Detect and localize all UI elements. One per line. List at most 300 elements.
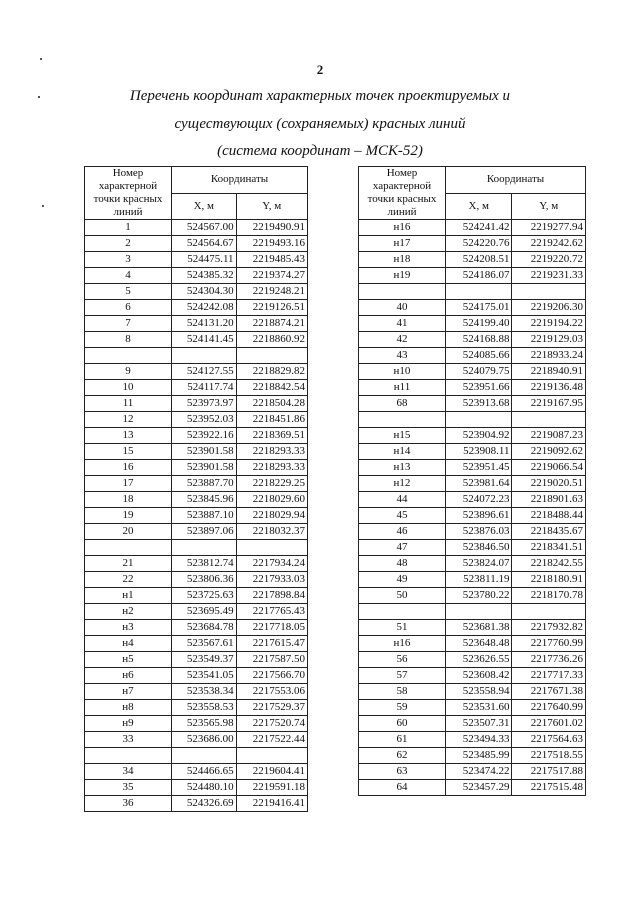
- table-row: [85, 636, 308, 652]
- table-row: [85, 236, 308, 252]
- coordinates-table-right: [358, 166, 586, 796]
- x-coordinate-cell: 523457.29: [446, 780, 512, 796]
- table-row: [85, 524, 308, 540]
- point-number-cell: 10: [85, 380, 172, 396]
- point-number-header: Номер характерной точки красных линий: [85, 167, 172, 220]
- y-coordinate-cell: 2217717.33: [512, 668, 586, 684]
- x-coordinate-cell: 523567.61: [172, 636, 237, 652]
- table-row: [359, 252, 586, 268]
- table-row: [359, 316, 586, 332]
- x-coordinate-cell: 523922.16: [172, 428, 237, 444]
- y-coordinate-cell: [512, 604, 586, 620]
- point-number-cell: н14: [359, 444, 446, 460]
- y-coordinate-cell: 2217566.70: [236, 668, 307, 684]
- table-row: [359, 652, 586, 668]
- point-number-cell: 40: [359, 300, 446, 316]
- y-coordinate-cell: 2217587.50: [236, 652, 307, 668]
- y-coordinate-cell: 2219374.27: [236, 268, 307, 284]
- point-number-cell: 68: [359, 396, 446, 412]
- table-separator-row: [359, 604, 586, 620]
- point-number-cell: 15: [85, 444, 172, 460]
- table-row: [359, 556, 586, 572]
- x-coordinate-cell: 524168.88: [446, 332, 512, 348]
- table-row: [359, 636, 586, 652]
- x-coordinate-cell: 523973.97: [172, 396, 237, 412]
- table-row: [359, 428, 586, 444]
- x-coordinate-cell: 523494.33: [446, 732, 512, 748]
- point-number-cell: 21: [85, 556, 172, 572]
- table-row: [359, 220, 586, 236]
- point-number-cell: 63: [359, 764, 446, 780]
- point-number-cell: 58: [359, 684, 446, 700]
- y-coordinate-cell: 2218029.94: [236, 508, 307, 524]
- x-coordinate-cell: 524480.10: [172, 780, 237, 796]
- y-coordinate-cell: 2217522.44: [236, 732, 307, 748]
- x-coordinate-cell: 523904.92: [446, 428, 512, 444]
- point-number-cell: 2: [85, 236, 172, 252]
- table-row: [85, 364, 308, 380]
- y-coordinate-cell: 2219604.41: [236, 764, 307, 780]
- y-coordinate-cell: 2218341.51: [512, 540, 586, 556]
- point-number-cell: 7: [85, 316, 172, 332]
- table-row: [359, 732, 586, 748]
- point-number-cell: н10: [359, 364, 446, 380]
- point-number-cell: 11: [85, 396, 172, 412]
- point-number-cell: 59: [359, 700, 446, 716]
- point-number-cell: 22: [85, 572, 172, 588]
- point-number-cell: 36: [85, 796, 172, 812]
- point-number-cell: 44: [359, 492, 446, 508]
- y-coordinate-cell: 2219220.72: [512, 252, 586, 268]
- x-coordinate-cell: 523695.49: [172, 604, 237, 620]
- y-coordinate-cell: 2219092.62: [512, 444, 586, 460]
- y-coordinate-cell: 2218901.63: [512, 492, 586, 508]
- table-row: [85, 716, 308, 732]
- y-coordinate-cell: 2219136.48: [512, 380, 586, 396]
- y-coordinate-cell: 2217765.43: [236, 604, 307, 620]
- point-number-cell: 13: [85, 428, 172, 444]
- x-coordinate-cell: 524085.66: [446, 348, 512, 364]
- scan-speck: [40, 58, 42, 60]
- x-coordinate-cell: 523648.48: [446, 636, 512, 652]
- table-row: [359, 268, 586, 284]
- x-coordinate-cell: 524117.74: [172, 380, 237, 396]
- point-number-cell: н9: [85, 716, 172, 732]
- x-coordinate-cell: 523897.06: [172, 524, 237, 540]
- x-coordinate-cell: 523811.19: [446, 572, 512, 588]
- x-coordinate-cell: 523549.37: [172, 652, 237, 668]
- y-coordinate-cell: 2218829.82: [236, 364, 307, 380]
- point-number-cell: 43: [359, 348, 446, 364]
- y-coordinate-cell: 2217517.88: [512, 764, 586, 780]
- table-row: [85, 700, 308, 716]
- y-coordinate-cell: 2219490.91: [236, 220, 307, 236]
- y-coordinate-cell: 2218293.33: [236, 444, 307, 460]
- table-body-right: [359, 220, 586, 796]
- x-coordinate-cell: 523538.34: [172, 684, 237, 700]
- title-line-2: существующих (сохраняемых) красных линий: [174, 116, 466, 132]
- x-coordinate-cell: 524131.20: [172, 316, 237, 332]
- y-coordinate-cell: 2219591.18: [236, 780, 307, 796]
- x-coordinate-cell: 523725.63: [172, 588, 237, 604]
- table-row: [359, 524, 586, 540]
- table-row: [85, 252, 308, 268]
- x-coordinate-cell: 523531.60: [446, 700, 512, 716]
- x-coordinate-cell: 523684.78: [172, 620, 237, 636]
- scan-speck: [42, 205, 44, 207]
- x-coordinate-cell: 523981.64: [446, 476, 512, 492]
- table-row: [85, 556, 308, 572]
- y-coordinate-cell: 2217518.55: [512, 748, 586, 764]
- point-number-cell: 19: [85, 508, 172, 524]
- y-coordinate-cell: 2219066.54: [512, 460, 586, 476]
- x-coordinate-cell: [172, 748, 237, 764]
- point-number-cell: 42: [359, 332, 446, 348]
- table-row: [85, 732, 308, 748]
- point-number-cell: 41: [359, 316, 446, 332]
- y-coordinate-cell: 2219416.41: [236, 796, 307, 812]
- table-row: [359, 300, 586, 316]
- point-number-cell: 64: [359, 780, 446, 796]
- x-coordinate-cell: 523951.45: [446, 460, 512, 476]
- table-row: [359, 396, 586, 412]
- x-coordinate-cell: 523896.61: [446, 508, 512, 524]
- point-number-cell: 18: [85, 492, 172, 508]
- x-coordinate-cell: 524466.65: [172, 764, 237, 780]
- x-coordinate-cell: 523485.99: [446, 748, 512, 764]
- point-number-cell: н6: [85, 668, 172, 684]
- y-header: Y, м: [236, 193, 307, 220]
- x-coordinate-cell: 524242.08: [172, 300, 237, 316]
- x-coordinate-cell: 523876.03: [446, 524, 512, 540]
- point-number-cell: н4: [85, 636, 172, 652]
- table-row: [359, 716, 586, 732]
- x-coordinate-cell: 524475.11: [172, 252, 237, 268]
- point-number-cell: [359, 412, 446, 428]
- y-coordinate-cell: 2219231.33: [512, 268, 586, 284]
- point-number-header: Номер характерной точки красных линий: [359, 167, 446, 220]
- table-row: [85, 316, 308, 332]
- point-number-cell: 51: [359, 620, 446, 636]
- point-number-cell: 16: [85, 460, 172, 476]
- y-coordinate-cell: 2217933.03: [236, 572, 307, 588]
- point-number-cell: 12: [85, 412, 172, 428]
- table-row: [359, 684, 586, 700]
- point-number-cell: 61: [359, 732, 446, 748]
- y-coordinate-cell: 2218242.55: [512, 556, 586, 572]
- x-coordinate-cell: 524567.00: [172, 220, 237, 236]
- point-number-cell: н18: [359, 252, 446, 268]
- y-coordinate-cell: 2219242.62: [512, 236, 586, 252]
- coordinates-header: Координаты: [446, 167, 586, 194]
- table-row: [85, 780, 308, 796]
- table-row: [359, 476, 586, 492]
- point-number-cell: 46: [359, 524, 446, 540]
- point-number-cell: н17: [359, 236, 446, 252]
- table-row: [85, 268, 308, 284]
- x-coordinate-cell: 523846.50: [446, 540, 512, 556]
- table-row: [85, 684, 308, 700]
- table-row: [85, 668, 308, 684]
- table-row: [359, 540, 586, 556]
- y-coordinate-cell: 2218029.60: [236, 492, 307, 508]
- y-coordinate-cell: 2219206.30: [512, 300, 586, 316]
- table-row: [85, 428, 308, 444]
- y-coordinate-cell: 2219020.51: [512, 476, 586, 492]
- table-row: [85, 652, 308, 668]
- x-coordinate-cell: 523681.38: [446, 620, 512, 636]
- point-number-cell: 34: [85, 764, 172, 780]
- y-coordinate-cell: 2218874.21: [236, 316, 307, 332]
- title-line-1: Перечень координат характерных точек проектируемых и: [129, 88, 511, 104]
- y-coordinate-cell: 2218032.37: [236, 524, 307, 540]
- y-coordinate-cell: 2219167.95: [512, 396, 586, 412]
- point-number-cell: 6: [85, 300, 172, 316]
- point-number-cell: 8: [85, 332, 172, 348]
- y-coordinate-cell: 2217671.38: [512, 684, 586, 700]
- x-coordinate-cell: 523626.55: [446, 652, 512, 668]
- y-coordinate-cell: 2217736.26: [512, 652, 586, 668]
- table-row: [359, 492, 586, 508]
- x-coordinate-cell: 523474.22: [446, 764, 512, 780]
- x-coordinate-cell: [446, 284, 512, 300]
- y-coordinate-cell: 2217553.06: [236, 684, 307, 700]
- x-coordinate-cell: 524241.42: [446, 220, 512, 236]
- y-coordinate-cell: 2219277.94: [512, 220, 586, 236]
- point-number-cell: н2: [85, 604, 172, 620]
- y-coordinate-cell: 2217760.99: [512, 636, 586, 652]
- table-row: [85, 284, 308, 300]
- x-coordinate-cell: 523952.03: [172, 412, 237, 428]
- y-coordinate-cell: 2218860.92: [236, 332, 307, 348]
- x-coordinate-cell: 523913.68: [446, 396, 512, 412]
- y-coordinate-cell: [512, 412, 586, 428]
- x-coordinate-cell: 523908.11: [446, 444, 512, 460]
- table-separator-row: [359, 284, 586, 300]
- y-coordinate-cell: 2218940.91: [512, 364, 586, 380]
- x-coordinate-cell: [446, 604, 512, 620]
- table-row: [359, 588, 586, 604]
- x-coordinate-cell: 523780.22: [446, 588, 512, 604]
- table-row: [85, 572, 308, 588]
- point-number-cell: [85, 540, 172, 556]
- x-coordinate-cell: 523951.66: [446, 380, 512, 396]
- x-coordinate-cell: 523812.74: [172, 556, 237, 572]
- table-row: [359, 508, 586, 524]
- point-number-cell: 9: [85, 364, 172, 380]
- y-coordinate-cell: 2217615.47: [236, 636, 307, 652]
- y-coordinate-cell: 2218229.25: [236, 476, 307, 492]
- table-row: [359, 348, 586, 364]
- point-number-cell: 33: [85, 732, 172, 748]
- y-coordinate-cell: [236, 748, 307, 764]
- point-number-cell: 48: [359, 556, 446, 572]
- table-row: [85, 764, 308, 780]
- x-coordinate-cell: 523686.00: [172, 732, 237, 748]
- point-number-cell: н7: [85, 684, 172, 700]
- y-coordinate-cell: 2219194.22: [512, 316, 586, 332]
- y-header: Y, м: [512, 193, 586, 220]
- table-row: [85, 396, 308, 412]
- x-coordinate-cell: 524186.07: [446, 268, 512, 284]
- x-coordinate-cell: 524564.67: [172, 236, 237, 252]
- table-row: [359, 460, 586, 476]
- table-separator-row: [85, 540, 308, 556]
- y-coordinate-cell: 2219087.23: [512, 428, 586, 444]
- x-coordinate-cell: 524220.76: [446, 236, 512, 252]
- y-coordinate-cell: 2218180.91: [512, 572, 586, 588]
- point-number-cell: н15: [359, 428, 446, 444]
- y-coordinate-cell: 2217898.84: [236, 588, 307, 604]
- x-coordinate-cell: 524079.75: [446, 364, 512, 380]
- point-number-cell: 50: [359, 588, 446, 604]
- table-row: [85, 604, 308, 620]
- table-row: [85, 508, 308, 524]
- x-coordinate-cell: 524127.55: [172, 364, 237, 380]
- table-row: [359, 380, 586, 396]
- point-number-cell: н11: [359, 380, 446, 396]
- table-row: [85, 796, 308, 812]
- x-coordinate-cell: 524208.51: [446, 252, 512, 268]
- table-row: [359, 668, 586, 684]
- y-coordinate-cell: 2217932.82: [512, 620, 586, 636]
- x-coordinate-cell: 523887.70: [172, 476, 237, 492]
- y-coordinate-cell: 2218369.51: [236, 428, 307, 444]
- point-number-cell: н19: [359, 268, 446, 284]
- point-number-cell: н1: [85, 588, 172, 604]
- coordinates-header: Координаты: [172, 167, 308, 194]
- y-coordinate-cell: 2219248.21: [236, 284, 307, 300]
- x-coordinate-cell: [446, 412, 512, 428]
- table-row: [359, 572, 586, 588]
- point-number-cell: 60: [359, 716, 446, 732]
- x-coordinate-cell: 523887.10: [172, 508, 237, 524]
- y-coordinate-cell: 2218933.24: [512, 348, 586, 364]
- x-coordinate-cell: 524304.30: [172, 284, 237, 300]
- point-number-cell: н16: [359, 636, 446, 652]
- y-coordinate-cell: 2218504.28: [236, 396, 307, 412]
- x-coordinate-cell: 523845.96: [172, 492, 237, 508]
- point-number-cell: 49: [359, 572, 446, 588]
- y-coordinate-cell: 2219493.16: [236, 236, 307, 252]
- point-number-cell: н8: [85, 700, 172, 716]
- table-row: [85, 476, 308, 492]
- point-number-cell: н12: [359, 476, 446, 492]
- y-coordinate-cell: 2217640.99: [512, 700, 586, 716]
- x-coordinate-cell: 523541.05: [172, 668, 237, 684]
- y-coordinate-cell: 2218451.86: [236, 412, 307, 428]
- x-header: X, м: [172, 193, 237, 220]
- table-row: [85, 332, 308, 348]
- y-coordinate-cell: 2217515.48: [512, 780, 586, 796]
- point-number-cell: 47: [359, 540, 446, 556]
- x-coordinate-cell: 523901.58: [172, 444, 237, 460]
- y-coordinate-cell: 2218842.54: [236, 380, 307, 396]
- table-row: [85, 412, 308, 428]
- x-coordinate-cell: 523565.98: [172, 716, 237, 732]
- x-coordinate-cell: 523901.58: [172, 460, 237, 476]
- y-coordinate-cell: 2218170.78: [512, 588, 586, 604]
- y-coordinate-cell: 2219126.51: [236, 300, 307, 316]
- x-coordinate-cell: 523824.07: [446, 556, 512, 572]
- table-row: [359, 364, 586, 380]
- point-number-cell: [85, 348, 172, 364]
- x-coordinate-cell: 524326.69: [172, 796, 237, 812]
- x-coordinate-cell: 523806.36: [172, 572, 237, 588]
- table-row: [359, 700, 586, 716]
- y-coordinate-cell: 2217934.24: [236, 556, 307, 572]
- x-coordinate-cell: 523558.53: [172, 700, 237, 716]
- point-number-cell: [85, 748, 172, 764]
- x-coordinate-cell: 523507.31: [446, 716, 512, 732]
- point-number-cell: 17: [85, 476, 172, 492]
- point-number-cell: 35: [85, 780, 172, 796]
- y-coordinate-cell: 2217601.02: [512, 716, 586, 732]
- table-body-left: [85, 220, 308, 812]
- y-coordinate-cell: [236, 540, 307, 556]
- y-coordinate-cell: 2218293.33: [236, 460, 307, 476]
- point-number-cell: [359, 604, 446, 620]
- y-coordinate-cell: 2218488.44: [512, 508, 586, 524]
- y-coordinate-cell: 2218435.67: [512, 524, 586, 540]
- page-number: 2: [316, 62, 324, 77]
- point-number-cell: 1: [85, 220, 172, 236]
- point-number-cell: 57: [359, 668, 446, 684]
- table-row: [359, 236, 586, 252]
- point-number-cell: 20: [85, 524, 172, 540]
- table-separator-row: [359, 412, 586, 428]
- point-number-cell: н16: [359, 220, 446, 236]
- point-number-cell: 45: [359, 508, 446, 524]
- y-coordinate-cell: 2217529.37: [236, 700, 307, 716]
- point-number-cell: н5: [85, 652, 172, 668]
- table-row: [359, 332, 586, 348]
- x-coordinate-cell: 524175.01: [446, 300, 512, 316]
- title-line-3: (система координат – МСК-52): [217, 143, 423, 159]
- point-number-cell: 5: [85, 284, 172, 300]
- x-header: X, м: [446, 193, 512, 220]
- point-number-cell: н13: [359, 460, 446, 476]
- x-coordinate-cell: 524385.32: [172, 268, 237, 284]
- y-coordinate-cell: 2219485.43: [236, 252, 307, 268]
- point-number-cell: 62: [359, 748, 446, 764]
- table-separator-row: [85, 348, 308, 364]
- table-row: [85, 492, 308, 508]
- x-coordinate-cell: [172, 540, 237, 556]
- table-row: [359, 444, 586, 460]
- y-coordinate-cell: [512, 284, 586, 300]
- table-row: [359, 748, 586, 764]
- x-coordinate-cell: 524199.40: [446, 316, 512, 332]
- x-coordinate-cell: 524072.23: [446, 492, 512, 508]
- x-coordinate-cell: [172, 348, 237, 364]
- y-coordinate-cell: [236, 348, 307, 364]
- table-separator-row: [85, 748, 308, 764]
- x-coordinate-cell: 523558.94: [446, 684, 512, 700]
- table-row: [85, 220, 308, 236]
- table-row: [359, 780, 586, 796]
- table-row: [85, 620, 308, 636]
- table-row: [85, 300, 308, 316]
- y-coordinate-cell: 2217718.05: [236, 620, 307, 636]
- y-coordinate-cell: 2217520.74: [236, 716, 307, 732]
- point-number-cell: 3: [85, 252, 172, 268]
- x-coordinate-cell: 523608.42: [446, 668, 512, 684]
- y-coordinate-cell: 2217564.63: [512, 732, 586, 748]
- point-number-cell: 4: [85, 268, 172, 284]
- table-row: [85, 444, 308, 460]
- table-row: [359, 764, 586, 780]
